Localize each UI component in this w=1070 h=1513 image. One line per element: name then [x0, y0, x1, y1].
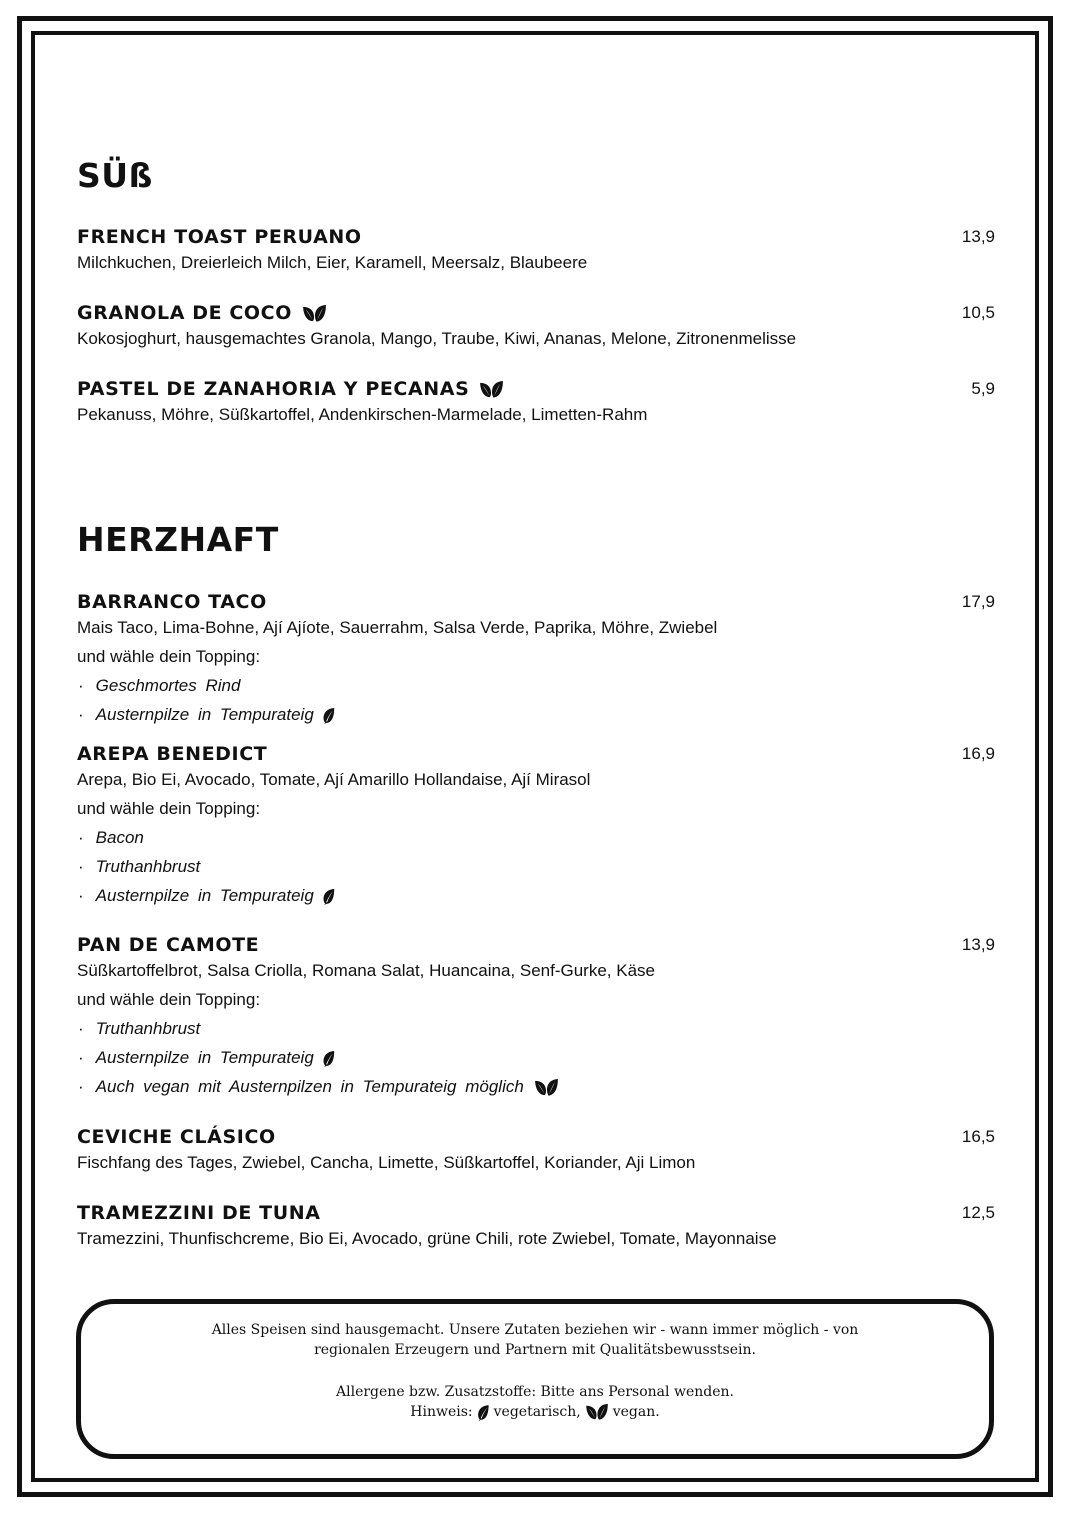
hint-label: Hinweis:	[410, 1404, 473, 1420]
item-name: PAN DE CAMOTE	[77, 934, 260, 956]
topping-option	[77, 704, 995, 726]
menu-item	[77, 377, 995, 426]
bullet: ·	[78, 1077, 84, 1096]
topping-option	[77, 885, 995, 907]
menu-item	[77, 742, 995, 907]
section-title-suess: SÜß	[77, 156, 153, 195]
topping-text: Truthanhbrust	[95, 1019, 201, 1038]
item-name: CEVICHE CLÁSICO	[77, 1126, 276, 1148]
vegan-double-leaf-icon	[534, 1078, 559, 1097]
item-price: 12,5	[961, 1203, 995, 1222]
section-title-herzhaft: HERZHAFT	[77, 520, 279, 559]
vegan-label: vegan.	[612, 1404, 660, 1420]
topping-option	[77, 1076, 995, 1098]
item-name: AREPA BENEDICT	[77, 743, 268, 765]
menu-item	[77, 590, 995, 726]
topping-option	[77, 856, 995, 878]
vegetarian-leaf-icon	[322, 888, 336, 905]
topping-option	[77, 675, 995, 697]
menu-item	[77, 1125, 995, 1174]
topping-text: Auch vegan mit Austernpilzen in Tempurateig möglich	[95, 1077, 524, 1096]
info-box	[76, 1299, 994, 1459]
item-price: 16,5	[961, 1127, 995, 1146]
topping-text: Truthanhbrust	[95, 857, 201, 876]
vegan-double-leaf-icon	[302, 304, 327, 323]
info-line: Alles Speisen sind hausgemacht. Unsere Zutaten beziehen wir - wann immer möglich - von	[211, 1322, 859, 1338]
topping-text: Austernpilze in Tempurateig	[95, 705, 314, 724]
topping-option	[77, 1018, 995, 1040]
item-price: 13,9	[961, 935, 995, 954]
menu-item	[77, 933, 995, 1098]
item-price: 10,5	[961, 303, 995, 322]
item-description: Tramezzini, Thunfischcreme, Bio Ei, Avocado, grüne Chili, rote Zwiebel, Tomate, Mayonnaise	[77, 1229, 777, 1248]
bullet: ·	[78, 676, 84, 695]
menu-item	[77, 225, 995, 274]
item-description: Fischfang des Tages, Zwiebel, Cancha, Limette, Süßkartoffel, Koriander, Aji Limon	[77, 1153, 696, 1172]
item-description: Milchkuchen, Dreierleich Milch, Eier, Karamell, Meersalz, Blaubeere	[77, 253, 588, 272]
vegetarian-leaf-icon	[322, 1050, 336, 1067]
info-line: regionalen Erzeugern und Partnern mit Qualitätsbewusstsein.	[314, 1342, 756, 1358]
topping-text: Bacon	[95, 828, 144, 847]
bullet: ·	[78, 857, 84, 876]
item-description: Mais Taco, Lima-Bohne, Ají Ajíote, Sauerrahm, Salsa Verde, Paprika, Möhre, Zwiebel	[77, 618, 718, 637]
item-name: PASTEL DE ZANAHORIA Y PECANAS	[77, 378, 470, 400]
legend	[81, 1402, 989, 1422]
topping-label: und wähle dein Topping:	[77, 990, 261, 1009]
menu-item	[77, 301, 995, 350]
item-name: GRANOLA DE COCO	[77, 302, 292, 324]
item-description: Süßkartoffelbrot, Salsa Criolla, Romana Salat, Huancaina, Senf-Gurke, Käse	[77, 961, 655, 980]
item-name-wrap	[77, 378, 504, 400]
topping-text: Geschmortes Rind	[95, 676, 241, 695]
bullet: ·	[78, 705, 84, 724]
item-name: TRAMEZZINI DE TUNA	[77, 1202, 321, 1224]
vegan-double-leaf-icon	[479, 380, 504, 399]
menu-item	[77, 1201, 995, 1250]
item-description: Arepa, Bio Ei, Avocado, Tomate, Ají Amarillo Hollandaise, Ají Mirasol	[77, 770, 591, 789]
vegan-double-leaf-icon	[585, 1403, 609, 1421]
item-price: 16,9	[961, 744, 995, 763]
bullet: ·	[78, 1019, 84, 1038]
topping-text: Austernpilze in Tempurateig	[95, 1048, 314, 1067]
item-price: 13,9	[961, 227, 995, 246]
topping-text: Austernpilze in Tempurateig	[95, 886, 314, 905]
allergen-note: Allergene bzw. Zusatzstoffe: Bitte ans Personal wenden.	[336, 1384, 734, 1400]
vegetarian-leaf-icon	[322, 707, 336, 724]
bullet: ·	[78, 886, 84, 905]
item-name: BARRANCO TACO	[77, 591, 267, 613]
vegetarian-label: vegetarisch,	[493, 1404, 581, 1420]
topping-option	[77, 1047, 995, 1069]
item-price: 17,9	[961, 592, 995, 611]
item-description: Pekanuss, Möhre, Süßkartoffel, Andenkirschen-Marmelade, Limetten-Rahm	[77, 405, 648, 424]
topping-label: und wähle dein Topping:	[77, 647, 261, 666]
item-name-wrap	[77, 302, 327, 324]
vegetarian-leaf-icon	[477, 1404, 490, 1421]
bullet: ·	[78, 828, 84, 847]
item-price: 5,9	[971, 379, 995, 398]
bullet: ·	[78, 1048, 84, 1067]
item-name: FRENCH TOAST PERUANO	[77, 226, 362, 248]
item-description: Kokosjoghurt, hausgemachtes Granola, Mango, Traube, Kiwi, Ananas, Melone, Zitronenmelisse	[77, 329, 797, 348]
topping-option	[77, 827, 995, 849]
topping-label: und wähle dein Topping:	[77, 799, 261, 818]
